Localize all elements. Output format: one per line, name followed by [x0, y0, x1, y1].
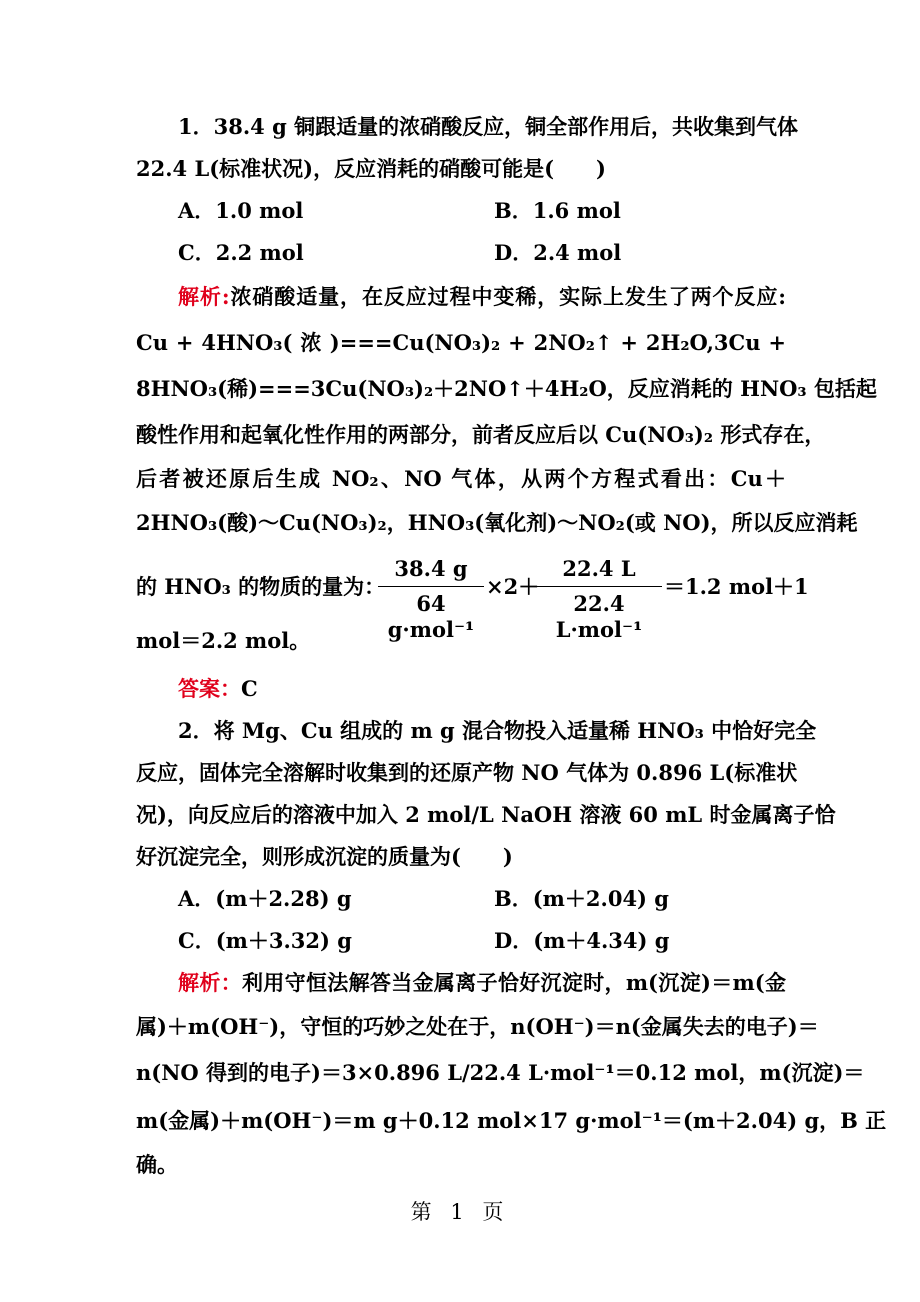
q2-analysis-label: 解析：: [178, 970, 242, 995]
q2-option-d: D．(m＋4.34) g: [494, 928, 670, 953]
q2-analysis-line1: [178, 968, 786, 998]
q2-analysis-line2: 属)＋m(OH⁻)，守恒的巧妙之处在于，n(OH⁻)＝n(金属失去的电子)＝: [136, 1014, 819, 1039]
q1-fraction-2-denominator: 22.4 L·mol⁻¹: [555, 591, 643, 642]
q2-stem-line2: 反应，固体完全溶解时收集到的还原产物 NO 气体为 0.896 L(标准状: [136, 760, 798, 785]
q1-analysis-line1: [178, 282, 786, 312]
q2-stem-line4: 好沉淀完全，则形成沉淀的质量为( ): [136, 844, 513, 869]
q1-calc-result: ＝1.2 mol＋1: [664, 574, 809, 599]
q1-analysis-line4: 后者被还原后生成 NO₂、NO 气体，从两个方程式看出：Cu＋: [136, 466, 786, 491]
q1-answer-label: 答案：: [178, 676, 241, 701]
q2-analysis-line3: n(NO 得到的电子)＝3×0.896 L/22.4 L·mol⁻¹＝0.12 mol，m(沉淀)＝: [136, 1060, 865, 1085]
q1-option-c: C．2.2 mol: [178, 240, 304, 265]
q1-equation-line2: 8HNO₃(稀)===3Cu(NO₃)₂＋2NO↑＋4H₂O，反应消耗的 HNO₃ 包括起: [136, 376, 877, 401]
q1-stem-line1: 1．38.4 g 铜跟适量的浓硝酸反应，铜全部作用后，共收集到气体: [178, 114, 799, 139]
q1-option-d: D．2.4 mol: [494, 240, 622, 265]
q1-options-row1: [178, 196, 786, 226]
q2-analysis-line4: m(金属)＋m(OH⁻)＝m g＋0.12 mol×17 g·mol⁻¹＝(m＋2.04) g，B 正: [136, 1108, 887, 1133]
q1-equation-line1: Cu + 4HNO₃( 浓 )===Cu(NO₃)₂ + 2NO₂↑ + 2H₂O,3Cu +: [136, 330, 786, 355]
q2-options-row2: [178, 926, 786, 956]
q2-analysis-line5: 确。: [136, 1152, 178, 1177]
q1-calc-prefix: 的 HNO₃ 的物质的量为：: [136, 574, 386, 599]
q1-fraction-1-numerator: 38.4 g: [378, 556, 484, 587]
q2-option-b: B．(m＋2.04) g: [494, 886, 669, 911]
q1-option-a: A．1.0 mol: [178, 198, 304, 223]
q2-stem-line3: 况)，向反应后的溶液中加入 2 mol/L NaOH 溶液 60 mL 时金属离子恰: [136, 802, 836, 827]
q2-options-row1: [178, 884, 786, 914]
q2-option-c: C．(m＋3.32) g: [178, 928, 352, 953]
q1-analysis-line5: 2HNO₃(酸)～Cu(NO₃)₂，HNO₃(氧化剂)～NO₂(或 NO)，所以反应消耗: [136, 510, 858, 535]
q1-options-row2: [178, 238, 786, 268]
q1-fraction-2-numerator: 22.4 L: [536, 556, 662, 587]
q1-stem-line2: 22.4 L(标准状况)，反应消耗的硝酸可能是( ): [136, 156, 606, 181]
q1-fraction-1-denominator: 64 g·mol⁻¹: [387, 591, 475, 642]
q1-calc-total: mol＝2.2 mol。: [136, 628, 311, 653]
q1-analysis-label: 解析:: [178, 284, 230, 309]
q1-analysis-line3: 酸性作用和起氧化性作用的两部分，前者反应后以 Cu(NO₃)₂ 形式存在，: [136, 422, 826, 447]
q2-option-a: A．(m＋2.28) g: [178, 886, 352, 911]
q1-answer-value: C: [241, 676, 258, 701]
q2-analysis-text: 利用守恒法解答当金属离子恰好沉淀时，m(沉淀)＝m(金: [241, 970, 787, 995]
q2-stem-line1: 2．将 Mg、Cu 组成的 m g 混合物投入适量稀 HNO₃ 中恰好完全: [178, 718, 817, 743]
q1-option-b: B．1.6 mol: [494, 198, 621, 223]
q1-answer: [178, 674, 786, 704]
q1-analysis-text: 浓硝酸适量，在反应过程中变稀，实际上发生了两个反应:: [229, 284, 786, 309]
q1-calc-times: ×2＋: [486, 574, 540, 599]
page-number: 第 1 页: [410, 1200, 510, 1224]
